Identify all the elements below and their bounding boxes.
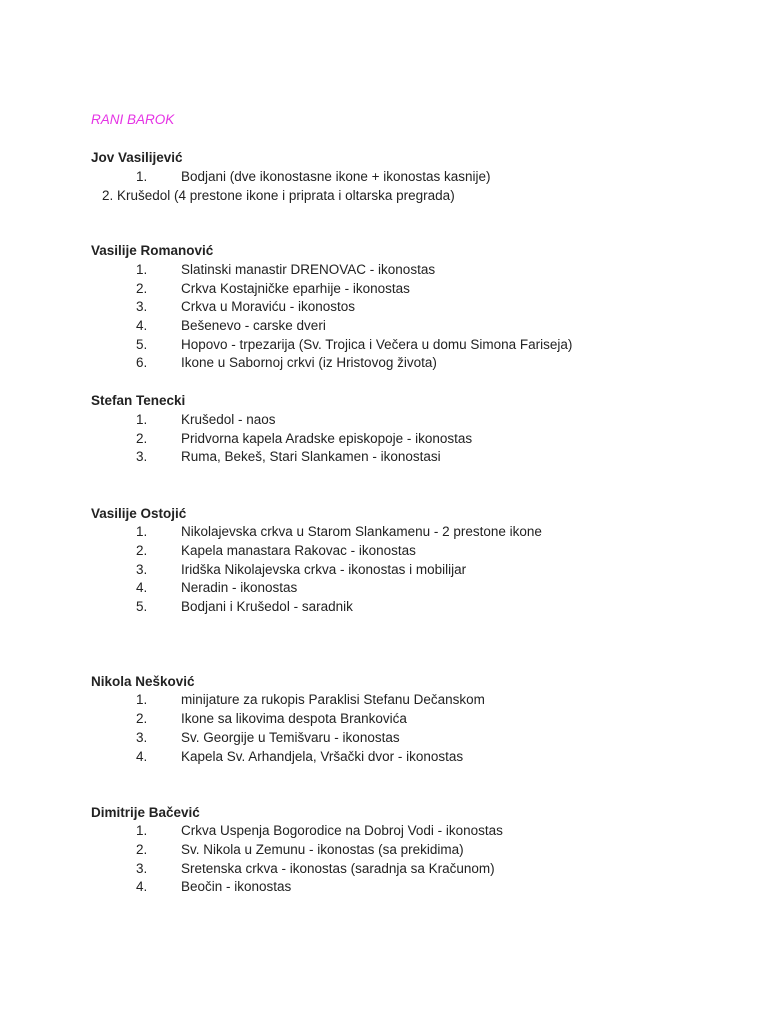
list-text: Hopovo - trpezarija (Sv. Trojica i Večera u domu Simona Fariseja) [181, 337, 573, 352]
list-text: Sretenska crkva - ikonostas (saradnja sa Kračunom) [181, 861, 495, 876]
author-name: Dimitrije Bačević [91, 805, 200, 820]
list-number: 3. [136, 299, 148, 314]
list-number: 6. [136, 355, 148, 370]
list-number: 2. [136, 431, 148, 446]
list-text: Crkva u Moraviću - ikonostos [181, 299, 356, 314]
list-number: 4. [136, 749, 148, 764]
list-number: 1. [136, 823, 148, 838]
list-text: 2. Krušedol (4 prestone ikone i priprata i oltarska pregrada) [102, 188, 455, 203]
list-text: Slatinski manastir DRENOVAC - ikonostas [181, 262, 436, 277]
list-number: 2. [136, 281, 148, 296]
author-name: Jov Vasilijević [91, 150, 183, 165]
list-text: Ikone u Sabornoj crkvi (iz Hristovog života) [181, 355, 437, 370]
list-number: 3. [136, 861, 148, 876]
section-title: RANI BAROK [91, 112, 175, 127]
list-text: Kapela Sv. Arhandjela, Vršački dvor - ikonostas [181, 749, 464, 764]
list-text: Pridvorna kapela Aradske episkopoje - ikonostas [181, 431, 473, 446]
list-text: Bešenevo - carske dveri [181, 318, 326, 333]
list-number: 2. [136, 543, 148, 558]
list-text: Crkva Uspenja Bogorodice na Dobroj Vodi - ikonostas [181, 823, 503, 838]
author-name: Stefan Tenecki [91, 393, 186, 408]
list-text: minijature za rukopis Paraklisi Stefanu Dečanskom [181, 692, 485, 707]
list-text: Sv. Nikola u Zemunu - ikonostas (sa prekidima) [181, 842, 464, 857]
list-number: 3. [136, 730, 148, 745]
list-number: 2. [136, 842, 148, 857]
author-name: Nikola Nešković [91, 674, 195, 689]
list-number: 4. [136, 318, 148, 333]
list-text: Krušedol - naos [181, 412, 276, 427]
list-text: Ruma, Bekeš, Stari Slankamen - ikonostasi [181, 449, 441, 464]
list-text: Crkva Kostajničke eparhije - ikonostas [181, 281, 410, 296]
list-number: 1. [136, 262, 148, 277]
author-name: Vasilije Romanović [91, 243, 214, 258]
list-number: 5. [136, 599, 148, 614]
list-number: 1. [136, 412, 148, 427]
author-name: Vasilije Ostojić [91, 506, 187, 521]
list-text: Sv. Georgije u Temišvaru - ikonostas [181, 730, 400, 745]
list-number: 3. [136, 449, 148, 464]
list-text: Kapela manastara Rakovac - ikonostas [181, 543, 416, 558]
list-number: 1. [136, 692, 148, 707]
list-text: Beočin - ikonostas [181, 879, 292, 894]
list-number: 4. [136, 879, 148, 894]
list-number: 3. [136, 562, 148, 577]
list-text: Neradin - ikonostas [181, 580, 298, 595]
list-text: Bodjani i Krušedol - saradnik [181, 599, 353, 614]
list-number: 2. [136, 711, 148, 726]
list-text: Ikone sa likovima despota Brankovića [181, 711, 407, 726]
list-number: 5. [136, 337, 148, 352]
list-number: 1. [136, 169, 148, 184]
list-text: Bodjani (dve ikonostasne ikone + ikonostas kasnije) [181, 169, 491, 184]
list-number: 1. [136, 524, 148, 539]
list-number: 4. [136, 580, 148, 595]
list-text: Iridška Nikolajevska crkva - ikonostas i mobilijar [181, 562, 467, 577]
list-text: Nikolajevska crkva u Starom Slankamenu - 2 prestone ikone [181, 524, 542, 539]
